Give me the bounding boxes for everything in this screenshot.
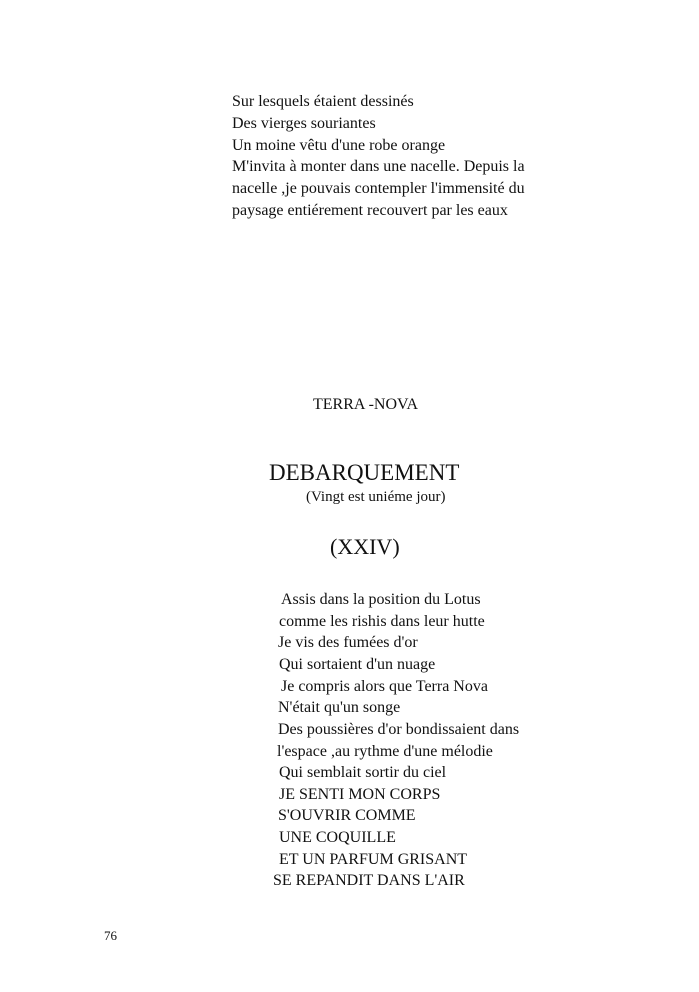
intro-line: nacelle ,je pouvais contempler l'immensité du [232, 180, 525, 197]
poem-line: SE REPANDIT DANS L'AIR [273, 872, 465, 889]
poem-line: ET UN PARFUM GRISANT [279, 851, 468, 868]
poem-line: l'espace ,au rythme d'une mélodie [277, 743, 493, 760]
poem-line: Des poussières d'or bondissaient dans [278, 721, 520, 738]
poem-line: S'OUVRIR COMME [278, 807, 416, 824]
chapter-subtitle: (Vingt est uniéme jour) [306, 489, 446, 505]
poem-line: Je vis des fumées d'or [278, 634, 418, 651]
poem-line: JE SENTI MON CORPS [279, 786, 441, 803]
chapter-numeral: (XXIV) [330, 534, 400, 559]
poem-line: N'était qu'un songe [278, 699, 401, 716]
intro-line: Un moine vêtu d'une robe orange [232, 137, 446, 154]
poem-line: Je compris alors que Terra Nova [281, 678, 488, 695]
section-label: TERRA -NOVA [313, 396, 419, 413]
poem-line: Qui sortaient d'un nuage [279, 656, 436, 673]
chapter-title: DEBARQUEMENT [269, 460, 460, 485]
poem-line: Qui semblait sortir du ciel [279, 764, 447, 781]
intro-line: M'invita à monter dans une nacelle. Depuis la [232, 158, 525, 175]
intro-line: Sur lesquels étaient dessinés [232, 93, 414, 110]
page-number: 76 [104, 928, 117, 943]
poem-line: Assis dans la position du Lotus [281, 591, 481, 608]
intro-line: Des vierges souriantes [232, 115, 376, 132]
poem-line: comme les rishis dans leur hutte [279, 613, 485, 630]
poem-line: UNE COQUILLE [279, 829, 396, 846]
intro-line: paysage entiérement recouvert par les eaux [232, 202, 508, 219]
